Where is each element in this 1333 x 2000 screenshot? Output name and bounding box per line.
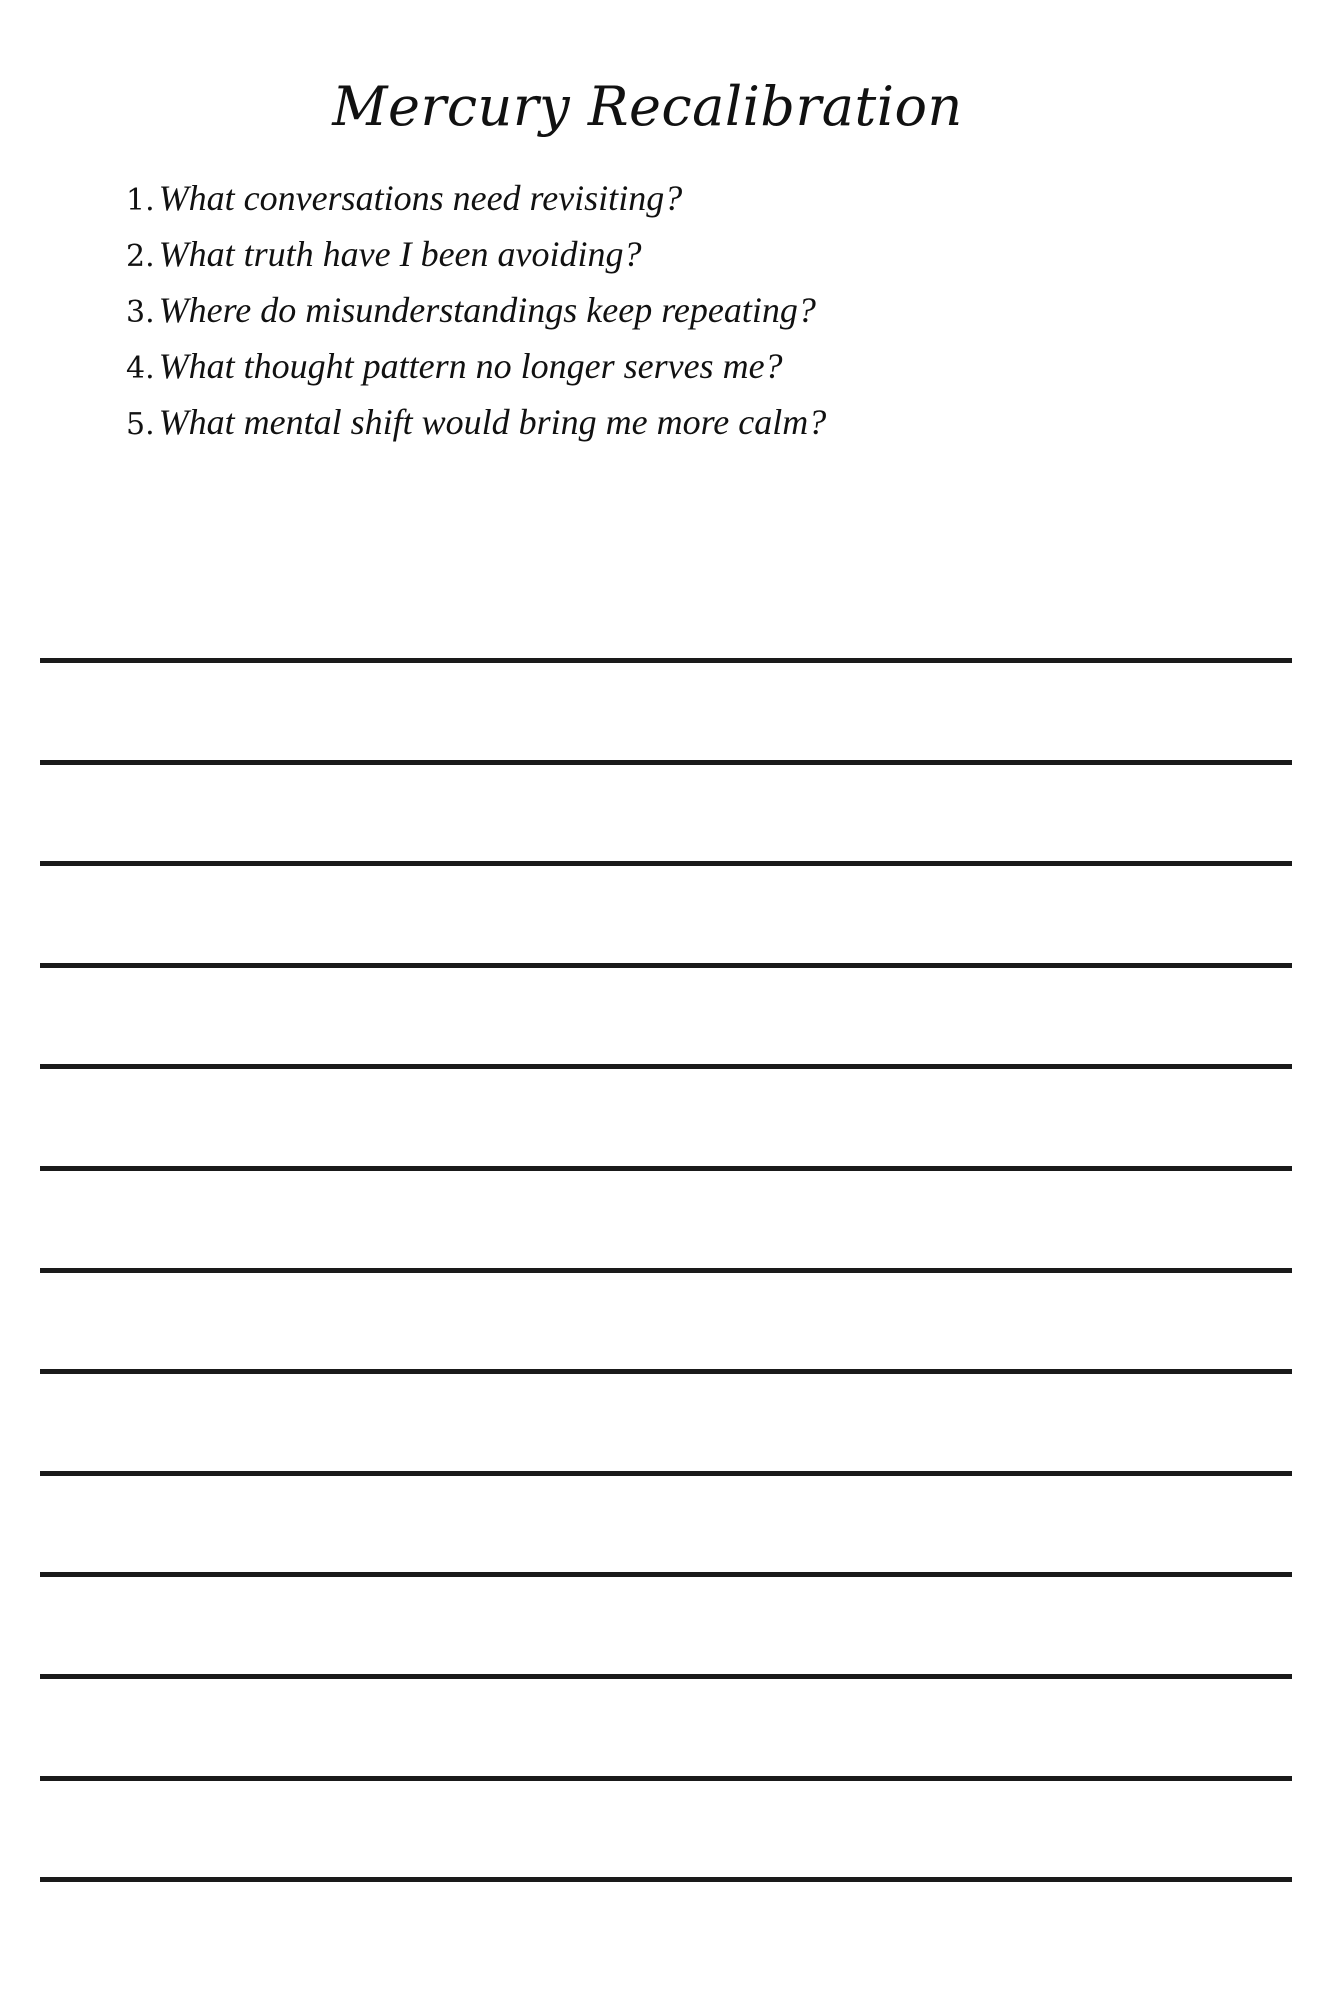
page-title: Mercury Recalibration [332, 75, 963, 138]
writing-line [40, 1268, 1292, 1273]
writing-line [40, 1877, 1292, 1882]
writing-line [40, 1776, 1292, 1781]
writing-line [40, 861, 1292, 866]
question-number: 4. [126, 351, 155, 386]
writing-line [40, 1064, 1292, 1069]
question-item-4 [126, 338, 826, 394]
question-item-3 [126, 282, 826, 338]
question-text: What conversations need revisiting? [158, 178, 683, 218]
writing-line [40, 1471, 1292, 1476]
question-text: What truth have I been avoiding? [158, 234, 642, 274]
question-number: 5. [126, 407, 155, 442]
question-item-2 [126, 226, 826, 282]
writing-line [40, 963, 1292, 968]
writing-line [40, 760, 1292, 765]
question-number: 1. [126, 183, 155, 218]
question-list [126, 170, 826, 450]
writing-line [40, 1166, 1292, 1171]
question-item-1 [126, 170, 826, 226]
question-text: What thought pattern no longer serves me? [158, 346, 783, 386]
question-text: What mental shift would bring me more calm? [158, 402, 827, 442]
writing-line [40, 1674, 1292, 1679]
question-number: 3. [126, 295, 155, 330]
question-item-5 [126, 394, 826, 450]
writing-line [40, 658, 1292, 663]
writing-line [40, 1572, 1292, 1577]
writing-lines [40, 658, 1292, 1979]
question-number: 2. [126, 239, 155, 274]
writing-line [40, 1369, 1292, 1374]
question-text: Where do misunderstandings keep repeating? [158, 290, 816, 330]
